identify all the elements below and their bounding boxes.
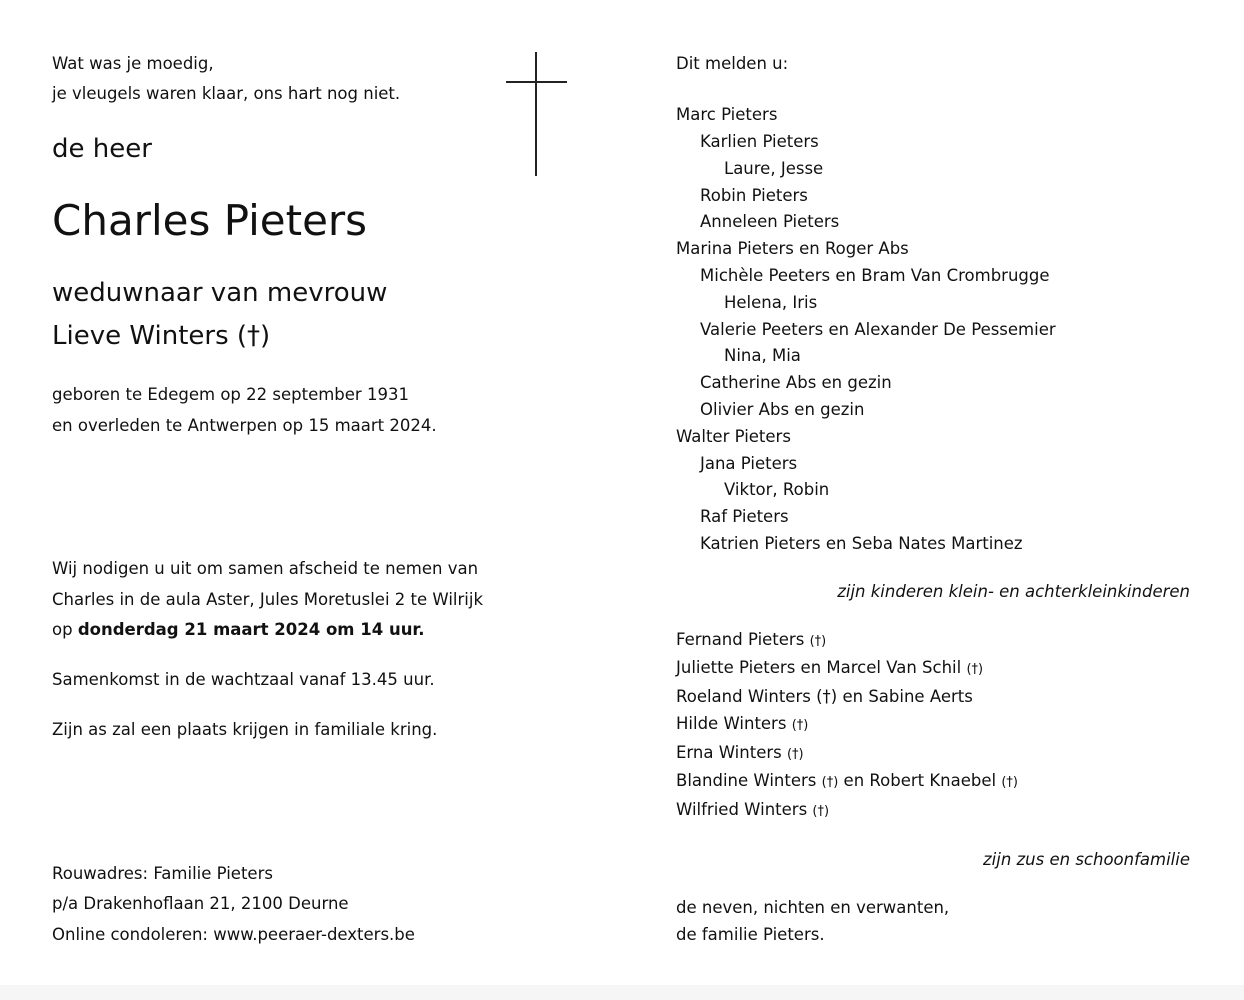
birth-line: geboren te Edegem op 22 september 1931: [52, 385, 409, 404]
family-line: Viktor, Robin: [724, 480, 830, 499]
invite-line-3: [52, 620, 425, 639]
death-line: en overleden te Antwerpen op 15 maart 2024.: [52, 416, 437, 435]
spouse-line: [52, 321, 270, 351]
widower-line: weduwnaar van mevrouw: [52, 278, 388, 308]
family-line: Nina, Mia: [724, 346, 801, 365]
family-line: Karlien Pieters: [700, 132, 819, 151]
sibling-name: Hilde Winters: [676, 714, 787, 733]
deceased-mark: (†): [1001, 775, 1018, 790]
ashes-line: Zijn as zal een plaats krijgen in familiale kring.: [52, 720, 438, 739]
address-line-1: Rouwadres: Familie Pieters: [52, 864, 273, 883]
family-line: Michèle Peeters en Bram Van Crombrugge: [700, 266, 1050, 285]
cross-icon-vertical: [535, 52, 537, 176]
closing-line-1: de neven, nichten en verwanten,: [676, 898, 950, 917]
sibling-name: Juliette Pieters en Marcel Van Schil: [676, 658, 962, 677]
deceased-mark: (†): [791, 718, 809, 733]
family-line: Raf Pieters: [700, 507, 789, 526]
sibling-line: [676, 658, 983, 677]
family-line: Marina Pieters en Roger Abs: [676, 239, 909, 258]
sibling-name: Blandine Winters: [676, 771, 817, 790]
closing-line-2: de familie Pieters.: [676, 925, 825, 944]
family-line: Anneleen Pieters: [700, 212, 840, 231]
sibling-line: [676, 714, 808, 733]
family-line: Catherine Abs en gezin: [700, 373, 892, 392]
family-line: Helena, Iris: [724, 293, 818, 312]
deceased-mark: (†): [966, 662, 984, 677]
poem-line-2: je vleugels waren klaar, ons hart nog niet.: [52, 84, 401, 103]
deceased-mark: (†): [816, 687, 838, 706]
page-bottom-edge: [0, 985, 1244, 1000]
invite-line-2: Charles in de aula Aster, Jules Moretuslei 2 te Wilrijk: [52, 590, 484, 609]
family-line: Robin Pieters: [700, 186, 808, 205]
gathering-line: Samenkomst in de wachtzaal vanaf 13.45 uur.: [52, 670, 435, 689]
deceased-name: Charles Pieters: [52, 196, 368, 245]
sibling-partner: en Robert Knaebel: [843, 771, 997, 790]
sibling-name: Roeland Winters: [676, 687, 811, 706]
family-line: Marc Pieters: [676, 105, 778, 124]
sibling-name: Fernand Pieters: [676, 630, 805, 649]
sibling-line: [676, 630, 826, 649]
intro-line: Dit melden u:: [676, 54, 789, 73]
poem-line-1: Wat was je moedig,: [52, 54, 214, 73]
deceased-mark: (†): [812, 804, 830, 819]
invite-prefix: op: [52, 620, 73, 639]
sibling-line: [676, 771, 1018, 790]
spouse-name: Lieve Winters: [52, 321, 229, 351]
family-line: Olivier Abs en gezin: [700, 400, 865, 419]
family-line: Katrien Pieters en Seba Nates Martinez: [700, 534, 1023, 553]
deceased-mark: (†): [786, 747, 804, 762]
deceased-mark: (†): [809, 634, 827, 649]
sibling-partner: en Sabine Aerts: [842, 687, 973, 706]
deceased-mark: (†): [821, 775, 839, 790]
family-line: Walter Pieters: [676, 427, 791, 446]
sibling-line: [676, 743, 804, 762]
sibling-line: [676, 800, 829, 819]
sibling-name: Wilfried Winters: [676, 800, 808, 819]
children-caption: zijn kinderen klein- en achterkleinkinderen: [837, 582, 1190, 601]
invite-line-1: Wij nodigen u uit om samen afscheid te nemen van: [52, 559, 479, 578]
cross-icon-horizontal: [506, 81, 567, 83]
family-line: Valerie Peeters en Alexander De Pessemier: [700, 320, 1056, 339]
sibling-line: [676, 687, 973, 706]
address-line-3: Online condoleren: www.peeraer-dexters.be: [52, 925, 415, 944]
siblings-caption: zijn zus en schoonfamilie: [982, 850, 1190, 869]
invite-date: donderdag 21 maart 2024 om 14 uur.: [77, 620, 425, 639]
spouse-deceased-mark: (†): [236, 321, 271, 351]
family-line: Laure, Jesse: [724, 159, 824, 178]
sibling-name: Erna Winters: [676, 743, 782, 762]
honorific: de heer: [52, 134, 152, 164]
address-line-2: p/a Drakenhoflaan 21, 2100 Deurne: [52, 894, 349, 913]
family-line: Jana Pieters: [700, 454, 798, 473]
